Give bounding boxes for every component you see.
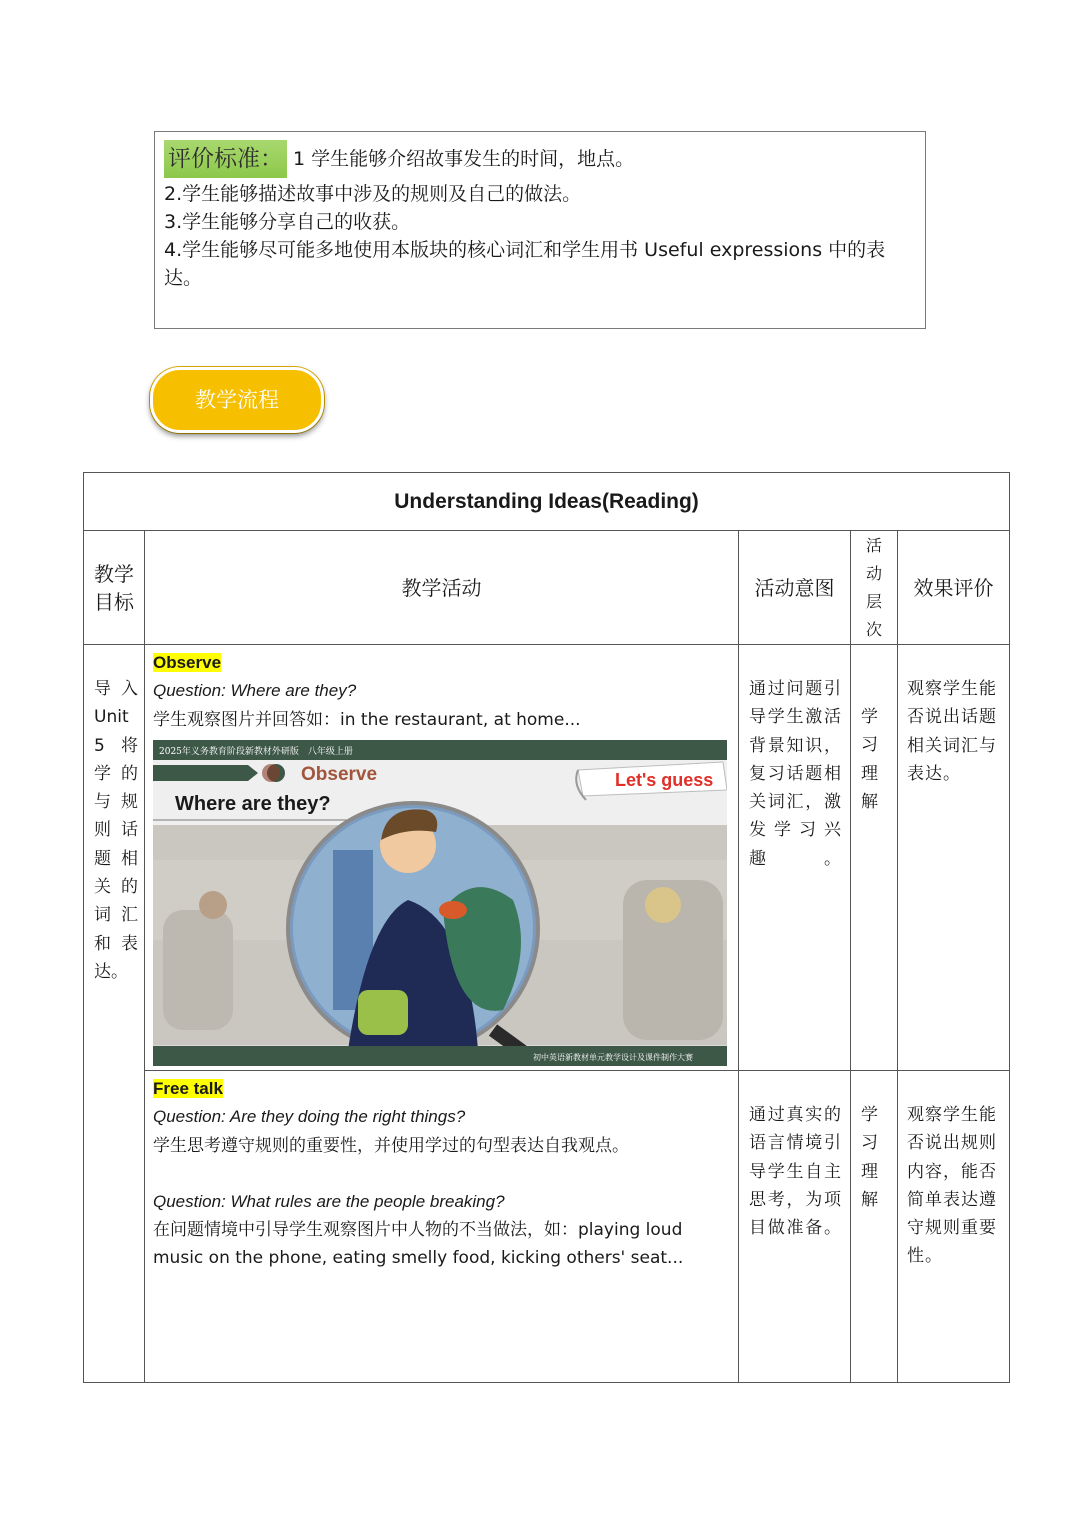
- criteria-line-3: 3.学生能够分享自己的收获。: [164, 211, 411, 233]
- slide-observe-text: Observe: [301, 763, 378, 785]
- level-cell-observe: [851, 645, 898, 1071]
- eval-observe: 观察学生能否说出话题相关词汇与表达。: [907, 679, 997, 784]
- slide-lets-guess-text: Let's guess: [615, 769, 714, 790]
- observe-slide-image: [153, 740, 727, 1066]
- activity-cell-freetalk: [145, 1071, 739, 1383]
- desc-freetalk-1: 学生思考遵守规则的重要性，并使用学过的句型表达自我观点。: [153, 1135, 629, 1156]
- activity-cell-observe: [145, 645, 739, 1071]
- tag-observe: Observe: [153, 653, 222, 672]
- slide-banner-text: 2025年义务教育阶段新教材外研版 八年级上册: [159, 746, 353, 757]
- table-title: Understanding Ideas(Reading): [84, 473, 1010, 531]
- desc-freetalk-2: 在问题情境中引导学生观察图片中人物的不当做法，如：playing loud music on the phone, eating smelly food, kicking others' seat...: [153, 1220, 684, 1269]
- criteria-line-1: 1 学生能够介绍故事发生的时间，地点。: [293, 148, 635, 170]
- intent-observe: 通过问题引导学生激活背景知识，复习话题相关词汇，激发学习兴趣。: [749, 679, 842, 869]
- intent-freetalk: 通过真实的语言情境引导学生自主思考，为项目做准备。: [749, 1105, 842, 1239]
- tag-freetalk: Free talk: [153, 1079, 223, 1098]
- eval-cell-observe: [898, 645, 1010, 1071]
- header-evaluation: 效果评价: [898, 531, 1010, 645]
- level-observe: 学 习 理 解: [861, 707, 878, 812]
- header-intent: 活动意图: [739, 531, 851, 645]
- header-activity: 教学活动: [145, 531, 739, 645]
- teaching-flow-button: 教学流程: [150, 367, 324, 433]
- eval-freetalk: 观察学生能否说出规则内容，能否简单表达遵守规则重要性。: [907, 1105, 997, 1267]
- desc-observe: 学生观察图片并回答如：in the restaurant, at home...: [153, 709, 581, 730]
- header-level: 活动层次: [851, 531, 898, 645]
- svg-text:›››: ›››: [215, 765, 228, 781]
- lesson-table: [83, 472, 1010, 1383]
- slide-heading-text: Where are they?: [175, 792, 331, 815]
- intent-cell-freetalk: [739, 1071, 851, 1383]
- question-freetalk-2: Question: What rules are the people breaking?: [153, 1191, 505, 1211]
- level-freetalk: 学 习 理 解: [861, 1105, 878, 1210]
- slide-graphic: [153, 740, 727, 1066]
- criteria-line-2: 2.学生能够描述故事中涉及的规则及自己的做法。: [164, 183, 582, 205]
- goal-text: 导入 Unit 5 将学的与规则话题相关的词汇和表达。: [94, 679, 138, 982]
- goal-cell: [84, 645, 145, 1383]
- question-observe: Question: Where are they?: [153, 681, 357, 701]
- criteria-label: 评价标准：: [164, 140, 287, 178]
- header-goal: 教学目标: [84, 531, 145, 645]
- evaluation-criteria-box: [154, 131, 926, 329]
- intent-cell-observe: [739, 645, 851, 1071]
- slide-footer-text: 初中英语新教材单元教学设计及课件制作大赛: [533, 1052, 693, 1062]
- eval-cell-freetalk: [898, 1071, 1010, 1383]
- criteria-line-4: 4.学生能够尽可能多地使用本版块的核心词汇和学生用书 Useful expressions 中的表达。: [164, 239, 886, 289]
- question-freetalk-1: Question: Are they doing the right things?: [153, 1107, 466, 1127]
- level-cell-freetalk: [851, 1071, 898, 1383]
